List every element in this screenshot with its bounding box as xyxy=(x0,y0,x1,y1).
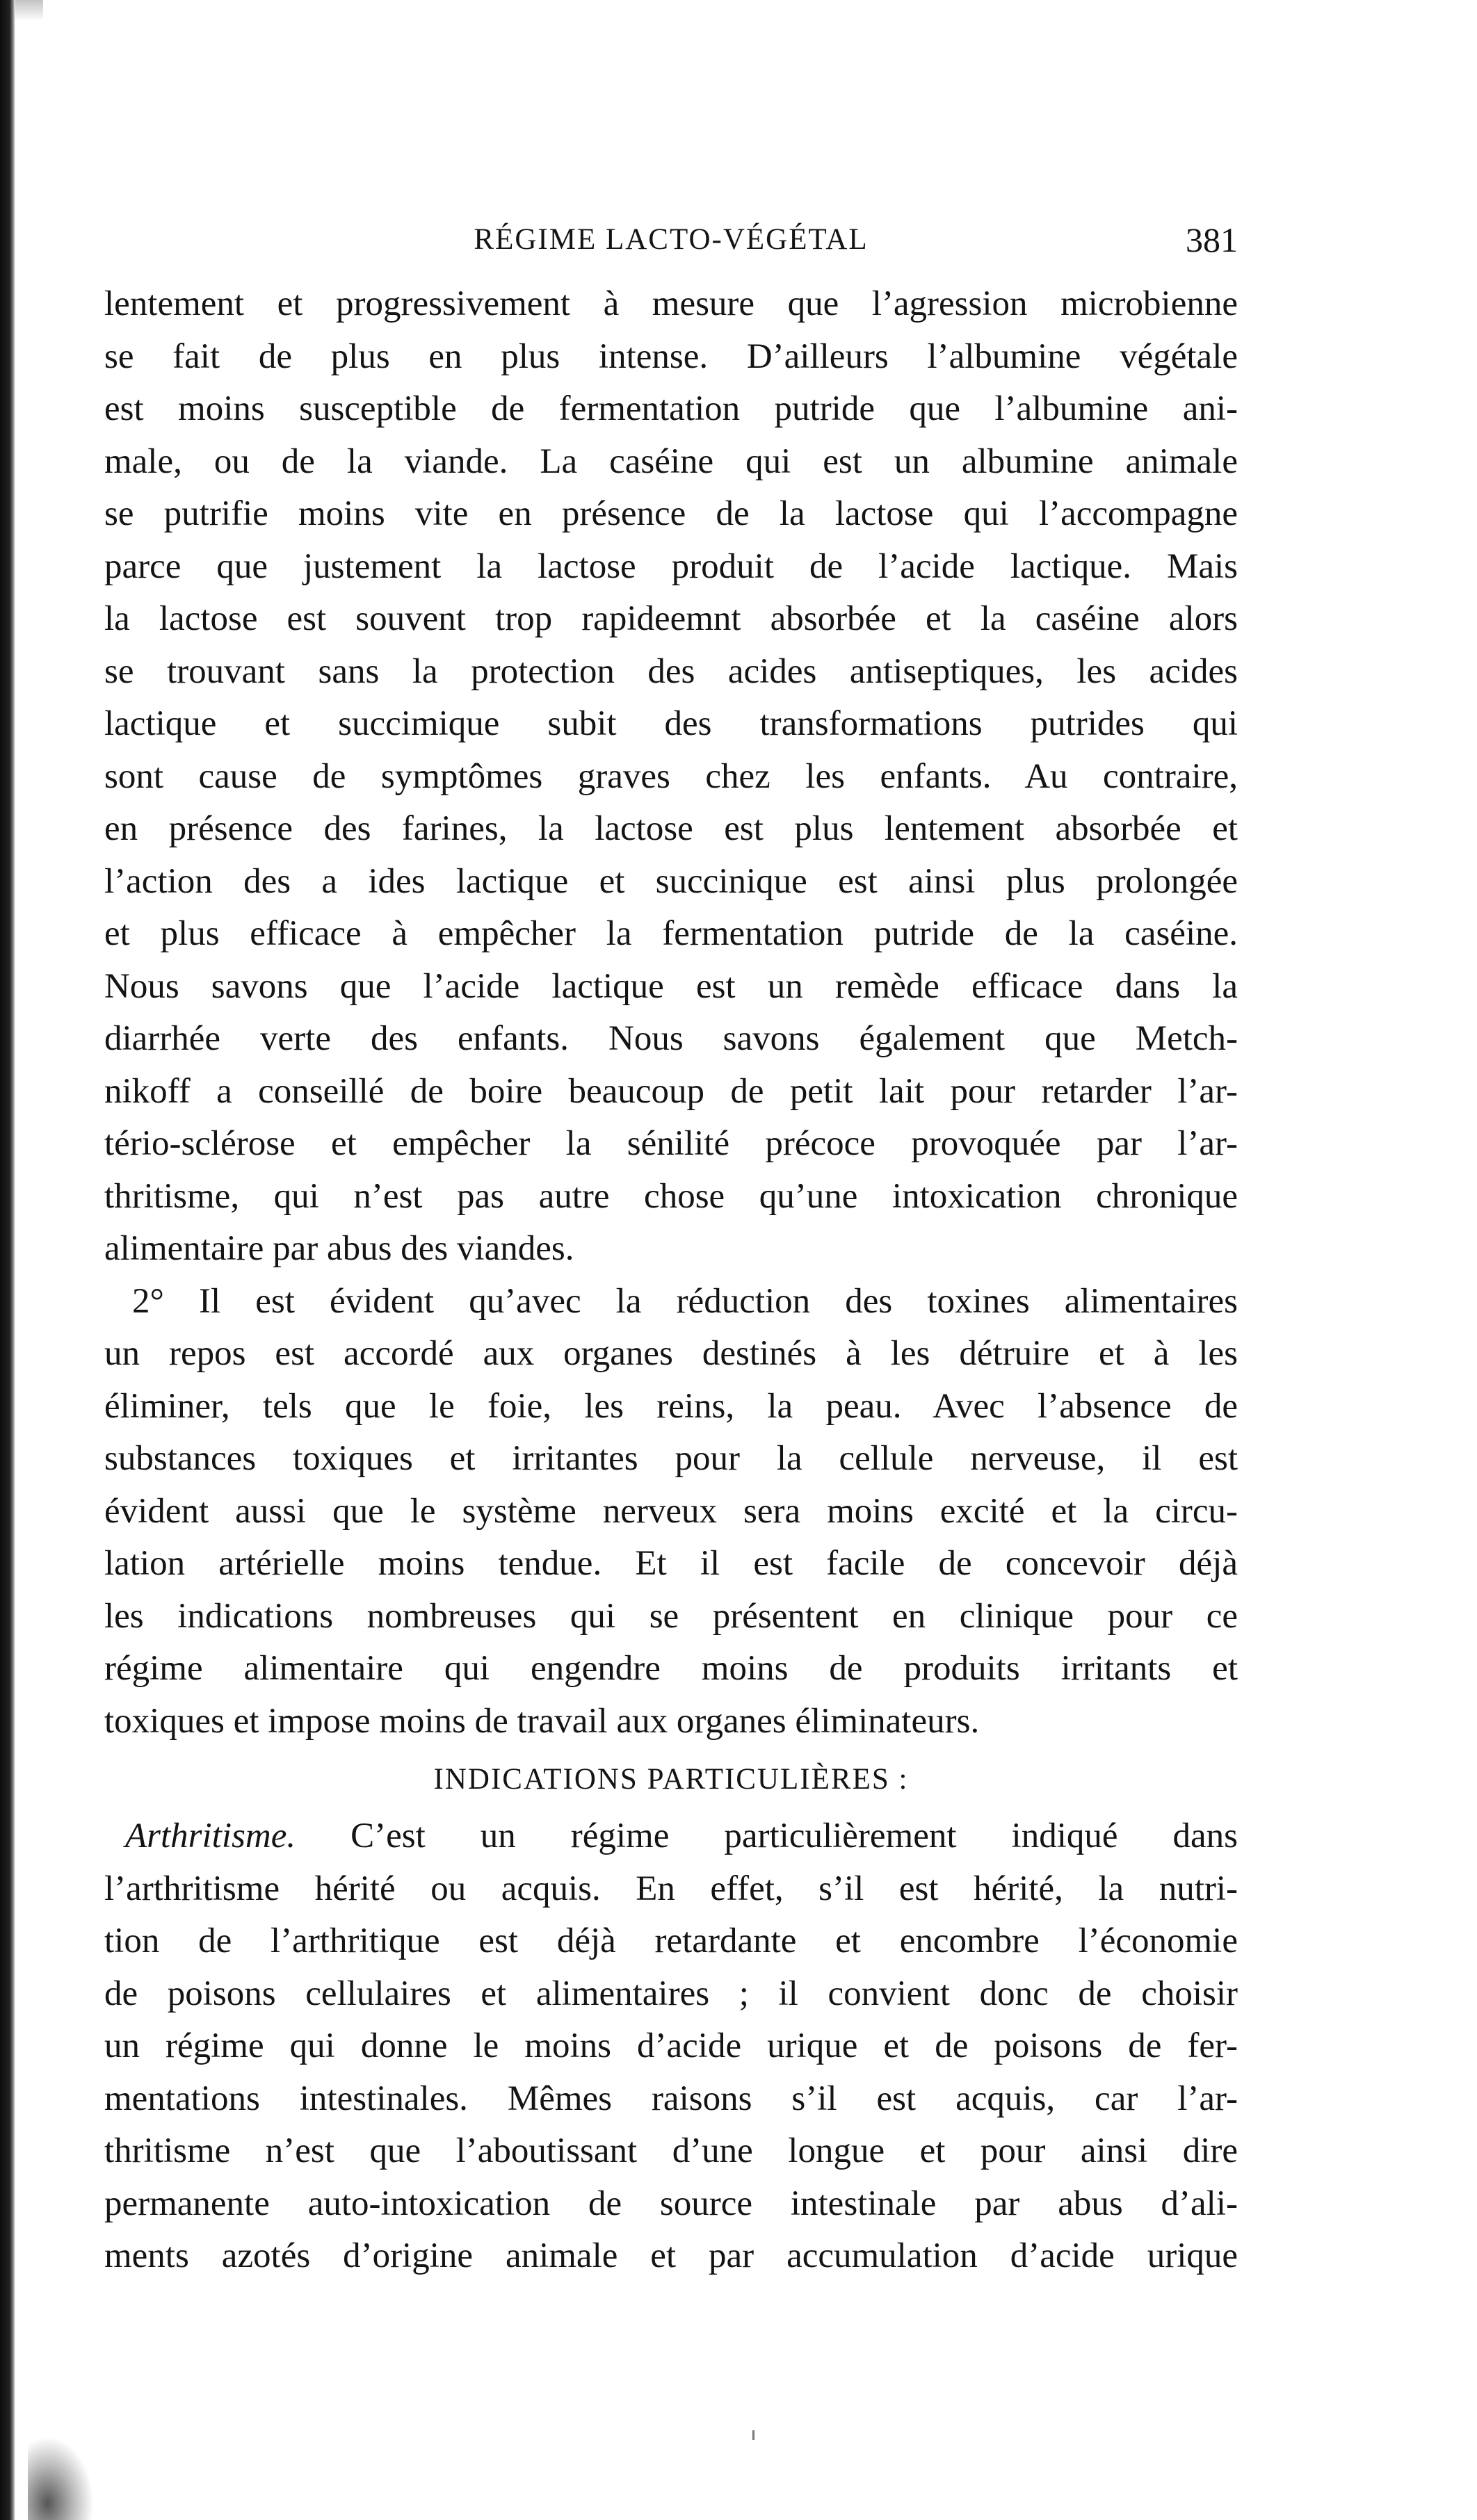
text-line: male, ou de la viande. La caséine qui est un albumine animale xyxy=(104,441,1238,481)
text-line: lactique et succimique subit des transformations putrides qui xyxy=(104,704,1238,743)
section-heading: INDICATIONS PARTICULIÈRES : xyxy=(433,1763,909,1796)
text-line: 2° Il est évident qu’avec la réduction des toxines alimentaires xyxy=(132,1281,1238,1321)
paragraph-1 xyxy=(104,278,1238,1276)
text-line: se putrifie moins vite en présence de la lactose qui l’accompagne xyxy=(104,494,1238,533)
text-line: sont cause de symptômes graves chez les enfants. Au contraire, xyxy=(104,756,1238,796)
text-line: la lactose est souvent trop rapideemnt absorbée et la caséine alors xyxy=(104,599,1238,638)
text-line: évident aussi que le système nerveux sera moins excité et la circu- xyxy=(104,1491,1238,1531)
text-line: tério-sclérose et empêcher la sénilité précoce provoquée par l’ar- xyxy=(104,1124,1238,1163)
paragraph-2 xyxy=(104,1276,1238,1748)
paragraph-3 xyxy=(104,1810,1238,2283)
text-line: un régime qui donne le moins d’acide urique et de poisons de fer- xyxy=(104,2026,1238,2065)
scan-top-shadow xyxy=(15,0,43,21)
text-line: les indications nombreuses qui se présentent en clinique pour ce xyxy=(104,1596,1238,1636)
text-line: thritisme, qui n’est pas autre chose qu’une intoxication chronique xyxy=(104,1176,1238,1216)
text-line-rest: C’est un régime particulièrement indiqué dans xyxy=(296,1816,1238,1855)
text-line: permanente auto-intoxication de source intestinale par abus d’ali- xyxy=(104,2184,1238,2223)
text-line: se trouvant sans la protection des acides antiseptiques, les acides xyxy=(104,651,1238,691)
text-line: l’arthritisme hérité ou acquis. En effet, s’il est hérité, la nutri- xyxy=(104,1869,1238,1908)
text-line: éliminer, tels que le foie, les reins, la peau. Avec l’absence de xyxy=(104,1386,1238,1426)
text-line: lation artérielle moins tendue. Et il est facile de concevoir déjà xyxy=(104,1544,1238,1583)
text-line: nikoff a conseillé de boire beaucoup de petit lait pour retarder l’ar- xyxy=(104,1071,1238,1111)
running-title: RÉGIME LACTO-VÉGÉTAL xyxy=(474,223,869,256)
book-page xyxy=(104,0,1238,2520)
text-line: l’action des a ides lactique et succinique est ainsi plus prolongée xyxy=(104,861,1238,901)
text-line: en présence des farines, la lactose est plus lentement absorbée et xyxy=(104,809,1238,848)
stray-ink-mark xyxy=(752,2430,754,2440)
corner-smudge xyxy=(28,2437,94,2520)
text-line: régime alimentaire qui engendre moins de produits irritants et xyxy=(104,1649,1238,1688)
text-line: thritisme n’est que l’aboutissant d’une longue et pour ainsi dire xyxy=(104,2131,1238,2170)
text-line: toxiques et impose moins de travail aux organes éliminateurs. xyxy=(104,1701,980,1741)
text-line: se fait de plus en plus intense. D’ailleurs l’albumine végétale xyxy=(104,336,1238,376)
text-line: alimentaire par abus des viandes. xyxy=(104,1229,574,1268)
text-line: et plus efficace à empêcher la fermentation putride de la caséine. xyxy=(104,914,1238,953)
arthritisme-term: Arthritisme. xyxy=(125,1816,296,1855)
running-head xyxy=(104,219,1238,261)
text-line: lentement et progressivement à mesure que l’agression microbienne xyxy=(104,284,1238,323)
scan-binding-edge xyxy=(0,0,15,2520)
page-number: 381 xyxy=(1186,220,1238,259)
text-line: substances toxiques et irritantes pour la cellule nerveuse, il est xyxy=(104,1439,1238,1478)
text-line: Nous savons que l’acide lactique est un remède efficace dans la xyxy=(104,966,1238,1006)
text-line: est moins susceptible de fermentation putride que l’albumine ani- xyxy=(104,389,1238,428)
text-line: parce que justement la lactose produit de l’acide lactique. Mais xyxy=(104,546,1238,586)
body-text xyxy=(104,278,1238,2283)
text-line: mentations intestinales. Mêmes raisons s’il est acquis, car l’ar- xyxy=(104,2079,1238,2118)
text-line: de poisons cellulaires et alimentaires ; il convient donc de choisir xyxy=(104,1974,1238,2013)
text-line: tion de l’arthritique est déjà retardante et encombre l’économie xyxy=(104,1921,1238,1960)
text-line: un repos est accordé aux organes destinés à les détruire et à les xyxy=(104,1334,1238,1373)
text-line xyxy=(104,1810,1238,1863)
text-line: diarrhée verte des enfants. Nous savons également que Metch- xyxy=(104,1019,1238,1058)
text-line: ments azotés d’origine animale et par accumulation d’acide urique xyxy=(104,2236,1238,2275)
